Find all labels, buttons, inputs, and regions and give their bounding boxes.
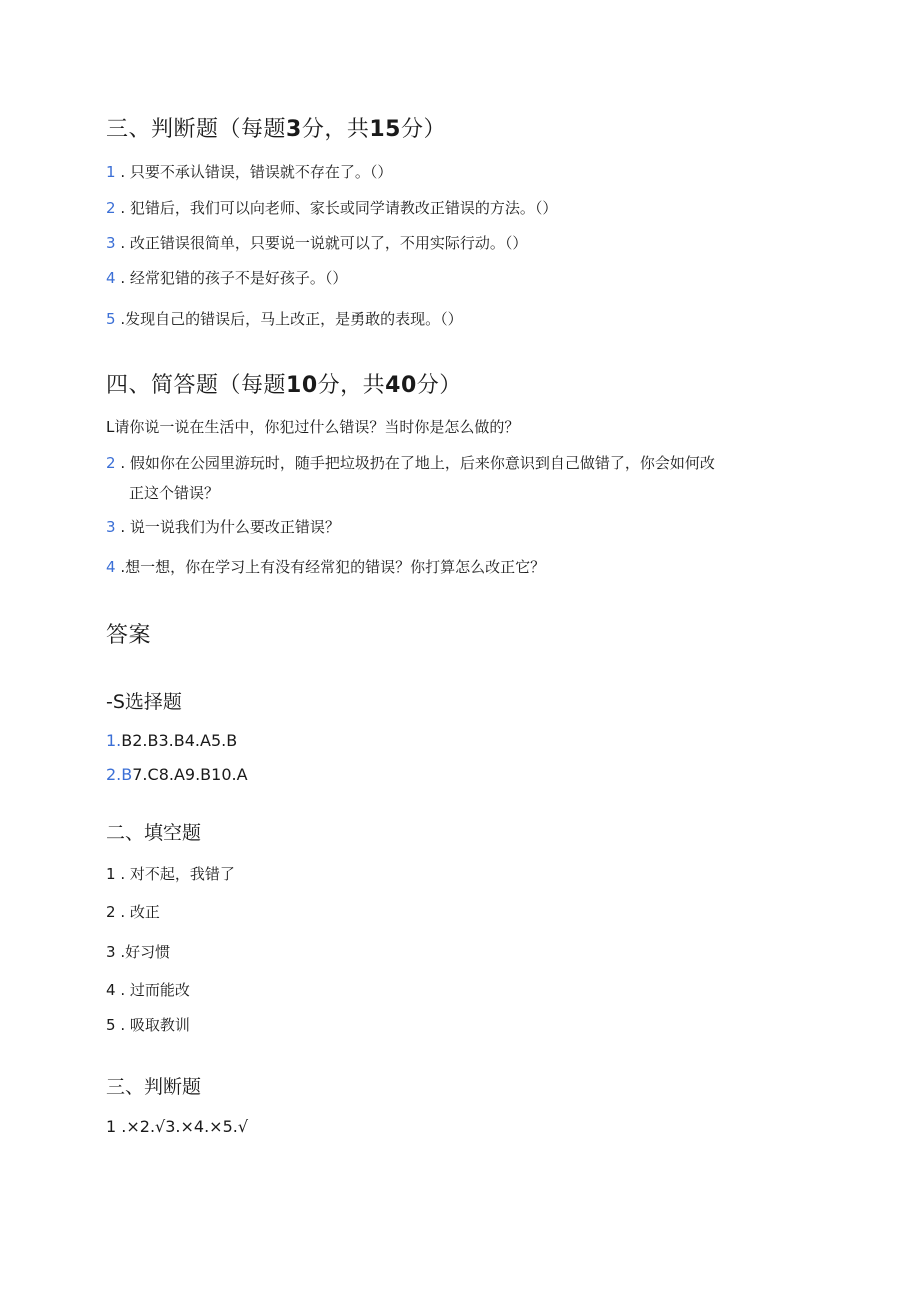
answer-text: . 吸取教训 xyxy=(115,1016,190,1034)
question-text: . 犯错后，我们可以向老师、家长或同学请教改正错误的方法。（） xyxy=(115,199,558,217)
answer-number: 1 xyxy=(106,1117,117,1136)
answer-number: 2 xyxy=(106,903,116,921)
heading-text: 分） xyxy=(416,373,462,398)
answer-number: 1. xyxy=(106,731,122,750)
fill-answer-3 xyxy=(106,942,170,962)
answers-fill-heading: 二、填空题 xyxy=(106,822,202,844)
question-number: 1 xyxy=(106,163,116,181)
question-number: 2 xyxy=(106,454,116,472)
question-number: 5 xyxy=(106,310,116,328)
question-text: .发现自己的错误后，马上改正，是勇敢的表现。（） xyxy=(115,310,463,328)
question-number: 3 xyxy=(106,518,116,536)
answer-number: 4 xyxy=(106,981,116,999)
question-number: 2 xyxy=(106,199,116,217)
question-text: . 只要不承认错误，错误就不存在了。（） xyxy=(115,163,393,181)
short-answer-question-4 xyxy=(106,557,545,577)
judge-question-4 xyxy=(106,268,347,288)
question-number: 3 xyxy=(106,234,116,252)
question-text: . 说一说我们为什么要改正错误？ xyxy=(115,518,340,536)
choice-answers-line-1 xyxy=(106,731,237,751)
heading-number: 15 xyxy=(369,117,401,142)
short-answer-question-2-continued xyxy=(129,483,219,503)
answer-number: 1 xyxy=(106,865,116,883)
heading-text: 分，共 xyxy=(301,117,370,142)
fill-answer-4 xyxy=(106,980,190,1000)
judge-question-3 xyxy=(106,233,527,253)
answers-title: 答案 xyxy=(106,623,152,648)
heading-number: 40 xyxy=(385,373,417,398)
question-text: . 经常犯错的孩子不是好孩子。（） xyxy=(115,269,348,287)
fill-answer-5 xyxy=(106,1015,190,1035)
short-answer-question-1 xyxy=(106,417,519,437)
answer-number: 5 xyxy=(106,1016,116,1034)
answers-choice-heading: -S选择题 xyxy=(106,691,182,713)
heading-number: 3 xyxy=(286,117,302,142)
choice-answers-line-2 xyxy=(106,765,248,785)
question-text: 正这个错误？ xyxy=(129,484,220,502)
answer-text: B2.B3.B4.A5.B xyxy=(121,731,238,750)
answer-text: 7.C8.A9.B10.A xyxy=(132,765,248,784)
heading-text: 分） xyxy=(400,117,446,142)
section3-heading xyxy=(106,112,446,143)
answers-judge-heading: 三、判断题 xyxy=(106,1076,202,1098)
answer-text: .×2.√3.×4.×5.√ xyxy=(116,1117,249,1136)
heading-text: 四、简答题（每题 xyxy=(106,373,287,398)
answer-text: . 过而能改 xyxy=(115,981,190,999)
question-number: 4 xyxy=(106,558,116,576)
question-text: L请你说一说在生活中，你犯过什么错误？当时你是怎么做的？ xyxy=(106,418,520,436)
judge-question-5 xyxy=(106,309,463,329)
question-text: .想一想，你在学习上有没有经常犯的错误？你打算怎么改正它？ xyxy=(115,558,546,576)
short-answer-question-3 xyxy=(106,517,340,537)
question-text: . 假如你在公园里游玩时，随手把垃圾扔在了地上，后来你意识到自己做错了，你会如何改 xyxy=(115,454,715,472)
question-number: 4 xyxy=(106,269,116,287)
answer-number: 3 xyxy=(106,943,116,961)
answer-number: 2.B xyxy=(106,765,133,784)
answer-text: . 对不起，我错了 xyxy=(115,865,235,883)
judge-question-2 xyxy=(106,198,557,218)
judge-question-1 xyxy=(106,162,392,182)
short-answer-question-2 xyxy=(106,453,715,473)
answer-text: .好习惯 xyxy=(115,943,171,961)
section4-heading xyxy=(106,368,462,399)
answer-text: . 改正 xyxy=(115,903,160,921)
heading-number: 10 xyxy=(286,373,318,398)
heading-text: 三、判断题（每题 xyxy=(106,117,287,142)
heading-text: 分，共 xyxy=(317,373,386,398)
question-text: . 改正错误很简单，只要说一说就可以了，不用实际行动。（） xyxy=(115,234,528,252)
judge-answers-line xyxy=(106,1117,248,1137)
fill-answer-2 xyxy=(106,902,160,922)
fill-answer-1 xyxy=(106,864,235,884)
